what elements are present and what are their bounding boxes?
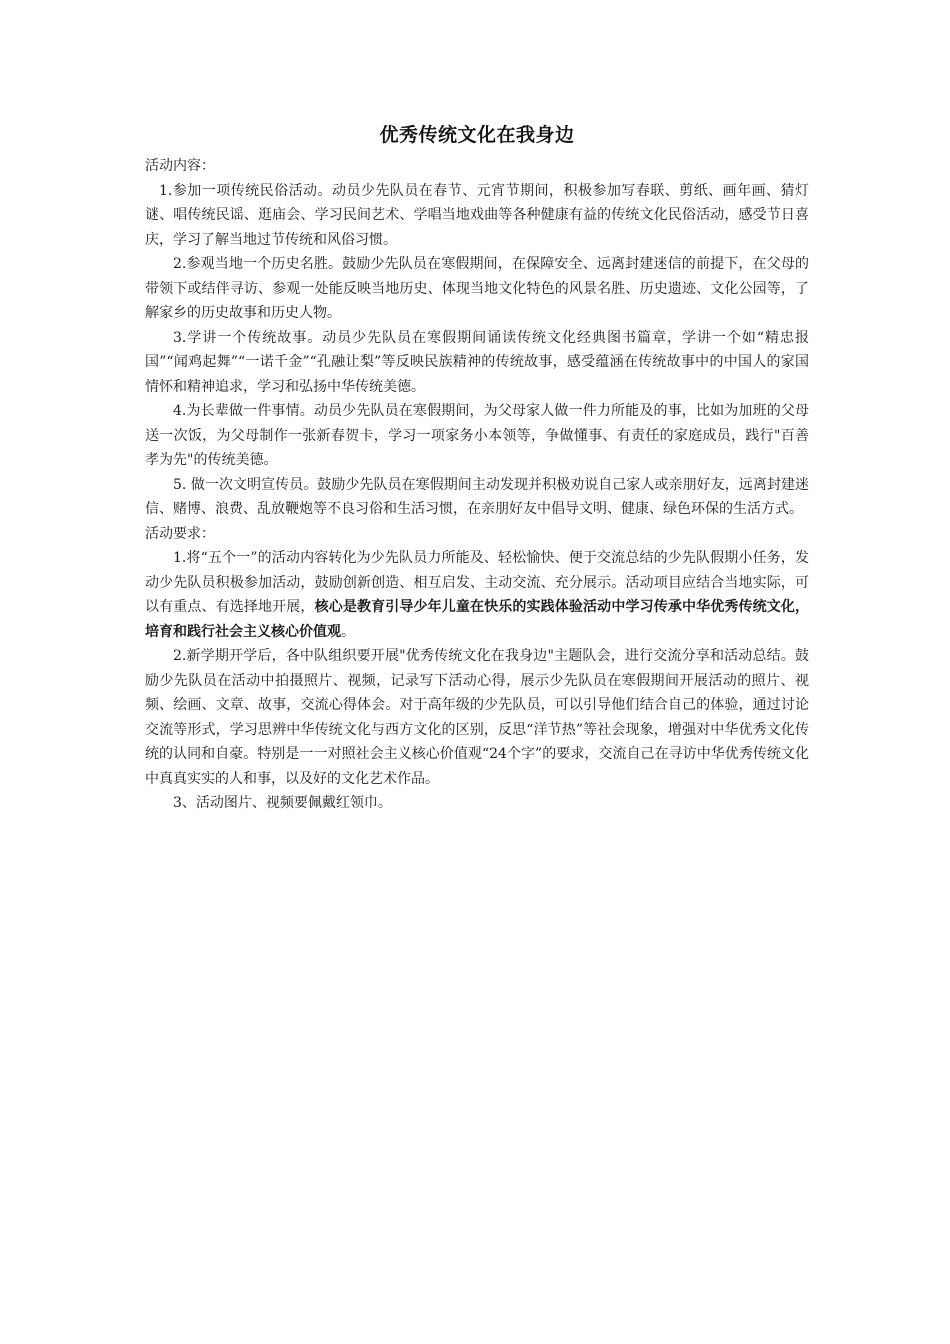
content-item-5: 5. 做一次文明宣传员。鼓励少先队员在寒假期间主动发现并积极劝说自己家人或亲朋好友，远离封建迷信、赌博、浪费、乱放鞭炮等不良习俗和生活习惯，在亲朋好友中倡导文明、健康、绿色环保的生活方式。: [145, 476, 809, 517]
requirement-item-3: 3、活动图片、视频要佩戴红领巾。: [173, 795, 392, 811]
content-heading: 活动内容：: [145, 158, 215, 174]
requirement-1-end: 。: [341, 623, 355, 640]
requirement-1-emphasis: 核心是教育引导少年儿童在快乐的实践体验活动中学习传承中华优秀传统文化，培育和践行社会主义核心价值观: [145, 599, 810, 640]
requirement-item-1: [145, 546, 809, 644]
content-item-3: 3.学讲一个传统故事。动员少先队员在寒假期间诵读传统文化经典图书篇章，学讲一个如“精忠报国”“闻鸡起舞”“一诺千金”“孔融让梨”等反映民族精神的传统故事，感受蕴涵在传统故事中的中国人的家国情怀和精神追求，学习和弘扬中华传统美德。: [145, 329, 809, 395]
content-item-1: 1.参加一项传统民俗活动。动员少先队员在春节、元宵节期间，积极参加写春联、剪纸、画年画、猜灯谜、唱传统民谣、逛庙会、学习民间艺术、学唱当地戏曲等各种健康有益的传统文化民俗活动，感受节日喜庆，学习了解当地过节传统和风俗习惯。: [145, 182, 809, 248]
content-item-4: 4.为长辈做一件事情。动员少先队员在寒假期间，为父母家人做一件力所能及的事，比如为加班的父母送一次饭，为父母制作一张新春贺卡，学习一项家务小本领等，争做懂事、有责任的家庭成员，践行"百善孝为先"的传统美德。: [145, 403, 809, 468]
requirement-item-2: 2.新学期开学后，各中队组织要开展"优秀传统文化在我身边"主题队会，进行交流分享和活动总结。鼓励少先队员在活动中拍摄照片、视频，记录写下活动心得，展示少先队员在寒假期间开展活动的照片、视频、绘画、文章、故事，交流心得体会。对于高年级的少先队员，可以引导他们结合自己的体验，通过讨论交流等形式，学习思辨中华传统文化与西方文化的区别，反思“洋节热”等社会现象，增强对中华优秀文化传统的认同和自豪。特别是一一对照社会主义核心价值观“24个字”的要求，交流自己在寻访中华优秀传统文化中真真实实的人和事，以及好的文化艺术作品。: [145, 648, 809, 787]
document-page: [145, 120, 809, 816]
content-item-2: 2.参观当地一个历史名胜。鼓励少先队员在寒假期间，在保障安全、远离封建迷信的前提下，在父母的带领下或结伴寻访、参观一处能反映当地历史、体现当地文化特色的风景名胜、历史遗迹、文化公园等，了解家乡的历史故事和历史人物。: [145, 256, 809, 321]
requirements-heading: 活动要求：: [145, 525, 215, 542]
document-title: 优秀传统文化在我身边: [379, 124, 575, 146]
requirement-1-text: 1.将“五个一”的活动内容转化为少先队员力所能及、轻松愉快、便于交流总结的少先队假期小任务，发动少先队员积极参加活动，鼓励创新创造、相互启发、主动交流、充分展示。活动项目应结合当地实际，可以有重点、有选择地开展，: [145, 550, 809, 615]
